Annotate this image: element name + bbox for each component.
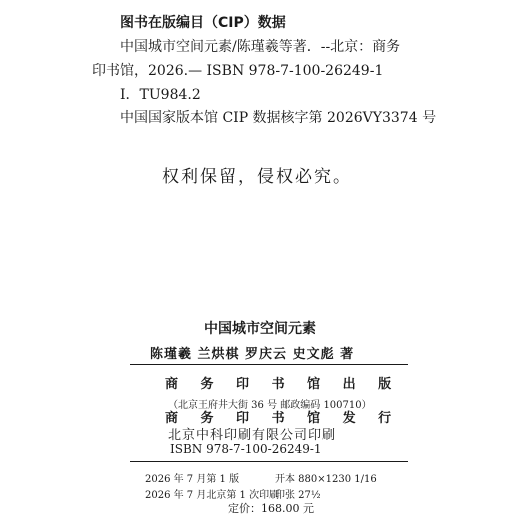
cip-line-title-author: 中国城市空间元素/陈瑾羲等著．--北京：商务 — [120, 39, 401, 55]
distributor: 商 务 印 书 馆 发 行 — [165, 411, 401, 426]
rule-top — [130, 364, 408, 365]
edition: 2026 年 7 月第 1 版 — [145, 474, 240, 485]
isbn: ISBN 978-7-100-26249-1 — [170, 442, 322, 456]
cip-line-record-number: 中国国家版本馆 CIP 数据核字第 2026VY3374 号 — [120, 110, 437, 126]
publisher-address: （北京王府井大街 36 号 邮政编码 100710） — [168, 400, 372, 411]
format-size: 开本 880×1230 1/16 — [275, 474, 377, 485]
rights-notice: 权利保留，侵权必究。 — [162, 167, 352, 187]
cip-line-publisher-isbn: 印书馆，2026.— ISBN 978-7-100-26249-1 — [92, 63, 384, 79]
printer: 北京中科印刷有限公司印刷 — [168, 428, 337, 443]
format-sheets: 印张 27½ — [275, 490, 321, 501]
price: 定价：168.00 元 — [228, 502, 314, 515]
book-title: 中国城市空间元素 — [204, 321, 316, 337]
printing: 2026 年 7 月北京第 1 次印刷 — [145, 490, 280, 501]
publisher: 商 务 印 书 馆 出 版 — [165, 377, 401, 392]
authors: 陈瑾羲 兰烘棋 罗庆云 史文彪 著 — [150, 347, 355, 362]
cip-heading: 图书在版编目（CIP）数据 — [120, 15, 286, 31]
rule-bottom — [130, 461, 408, 462]
cip-line-classification: Ⅰ．TU984.2 — [120, 87, 201, 103]
